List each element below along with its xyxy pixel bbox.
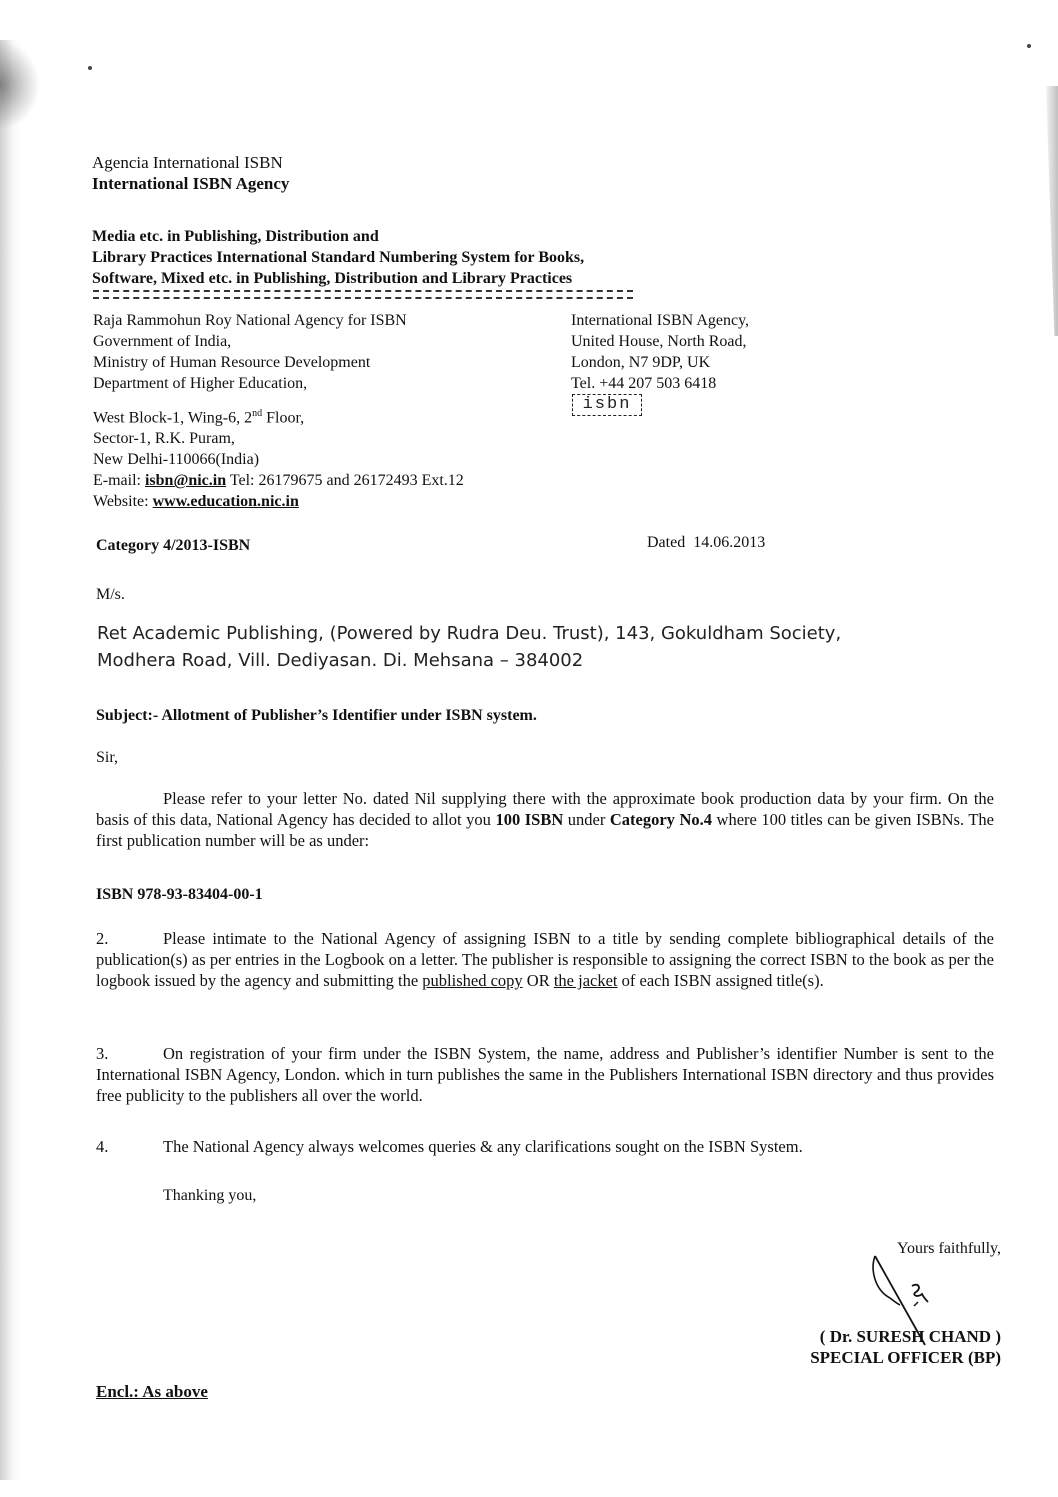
- category-number: Category No.4: [609, 810, 712, 829]
- sender-line: Raja Rammohun Roy National Agency for ISBN: [93, 312, 407, 329]
- paragraph-1: [96, 788, 994, 851]
- paragraph-text: OR: [522, 971, 554, 990]
- scan-speck: [1027, 44, 1031, 48]
- divider: [93, 290, 633, 299]
- address-text: West Block-1, Wing-6, 2: [93, 409, 253, 427]
- category-reference: Category 4/2013-ISBN: [96, 537, 251, 554]
- scan-shadow-left: [0, 40, 22, 1480]
- sender-line: Government of India,: [93, 333, 232, 350]
- website-link[interactable]: www.education.nic.in: [152, 493, 299, 511]
- letterhead-line-2: International ISBN Agency: [92, 174, 290, 193]
- subtitle-line: Media etc. in Publishing, Distribution and: [92, 228, 379, 245]
- sender-address: [93, 403, 464, 512]
- addressee-line: Modhera Road, Vill. Dediyasan. Di. Mehsana – 384002: [97, 650, 584, 671]
- sender-block: [93, 310, 407, 394]
- signatory-name: ( Dr. SURESH CHAND ): [819, 1327, 1001, 1346]
- paragraph-text: On registration of your firm under the ISBN System, the name, address and Publisher’s identifier Number is sent to the International ISBN Agency, London. which in turn publishes the same in the Publishers International ISBN directory and thus provides free publicity to the publishers all over the world.: [96, 1044, 994, 1105]
- paragraph-2: [96, 928, 994, 991]
- paragraph-text: under: [563, 810, 610, 829]
- ordinal-suffix: nd: [252, 408, 263, 419]
- agency-line: International ISBN Agency,: [571, 312, 750, 329]
- letterhead: [92, 152, 289, 194]
- email-link[interactable]: isbn@nic.in: [144, 472, 227, 490]
- greeting: Sir,: [96, 749, 119, 766]
- scan-shadow-right: [1046, 86, 1058, 336]
- messrs-prefix: M/s.: [96, 586, 125, 603]
- sender-line: Department of Higher Education,: [93, 375, 308, 392]
- email-label: E-mail:: [93, 472, 145, 490]
- addressee-line: Ret Academic Publishing, (Powered by Rudra Deu. Trust), 143, Gokuldham Society,: [97, 623, 842, 644]
- scan-smudge: [0, 40, 40, 130]
- signatory-designation: SPECIAL OFFICER (BP): [810, 1348, 1001, 1367]
- date-label: Dated: [647, 534, 686, 551]
- letterhead-subtitle: [92, 226, 584, 289]
- isbn-number: ISBN 978-93-83404-00-1: [96, 886, 263, 903]
- sign-off: Yours faithfully,: [896, 1240, 1001, 1257]
- international-agency-block: [571, 310, 749, 394]
- isbn-logo-icon: isbn: [572, 394, 642, 416]
- addressee-block: [97, 620, 841, 674]
- agency-line: Tel. +44 207 503 6418: [571, 375, 717, 392]
- paragraph-text: The National Agency always welcomes queries & any clarifications sought on the ISBN System.: [163, 1137, 803, 1156]
- address-line: New Delhi-110066(India): [93, 451, 260, 469]
- date-line: [647, 532, 765, 553]
- underlined-text: published copy: [422, 971, 523, 990]
- signatory-block: [810, 1326, 1001, 1368]
- agency-line: London, N7 9DP, UK: [571, 354, 711, 371]
- website-line: [93, 491, 464, 512]
- agency-line: United House, North Road,: [571, 333, 747, 350]
- paragraph-number: 2.: [96, 929, 109, 948]
- scan-speck: [88, 66, 92, 70]
- paragraph-text: of each ISBN assigned title(s).: [617, 971, 824, 990]
- letter-date: 14.06.2013: [693, 534, 766, 551]
- paragraph-number: 4.: [96, 1137, 109, 1156]
- contact-line: [93, 470, 464, 491]
- telephone: Tel: 26179675 and 26172493 Ext.12: [226, 472, 464, 490]
- subtitle-line: Software, Mixed etc. in Publishing, Distribution and Library Practices: [92, 270, 573, 287]
- sender-line: Ministry of Human Resource Development: [93, 354, 371, 371]
- underlined-text: the jacket: [553, 971, 618, 990]
- letterhead-line-1: Agencia International ISBN: [92, 153, 283, 172]
- subject-line: Subject:- Allotment of Publisher’s Identifier under ISBN system.: [96, 707, 537, 724]
- paragraph-3: [96, 1043, 994, 1106]
- paragraph-4: [96, 1136, 994, 1157]
- website-label: Website:: [93, 493, 153, 511]
- paragraph-number: 3.: [96, 1044, 109, 1063]
- enclosure-note: Encl.: As above: [96, 1382, 208, 1401]
- paragraph-text: Please refer to your letter No. dated Nil supplying there with the approximate book production data by your firm. On the basis of this data, National Agency has decided to allot you: [96, 789, 994, 829]
- address-line: [93, 403, 464, 428]
- subtitle-line: Library Practices International Standard Numbering System for Books,: [92, 249, 585, 266]
- address-line: Sector-1, R.K. Puram,: [93, 430, 235, 448]
- isbn-count: 100 ISBN: [495, 810, 564, 829]
- address-text: Floor,: [262, 409, 305, 427]
- paragraph-text: Please intimate to the National Agency of assigning ISBN to a title by sending complete bibliographical details of the publication(s) as per entries in the Logbook on a letter. The publisher is responsible to assigning the correct ISBN to the book as per the logbook issued by the agency and submitting the: [96, 929, 994, 990]
- paragraph-text: where 100 titles can be given ISBNs. The first publication number will be as under:: [96, 810, 994, 850]
- thanking-line: Thanking you,: [163, 1187, 257, 1204]
